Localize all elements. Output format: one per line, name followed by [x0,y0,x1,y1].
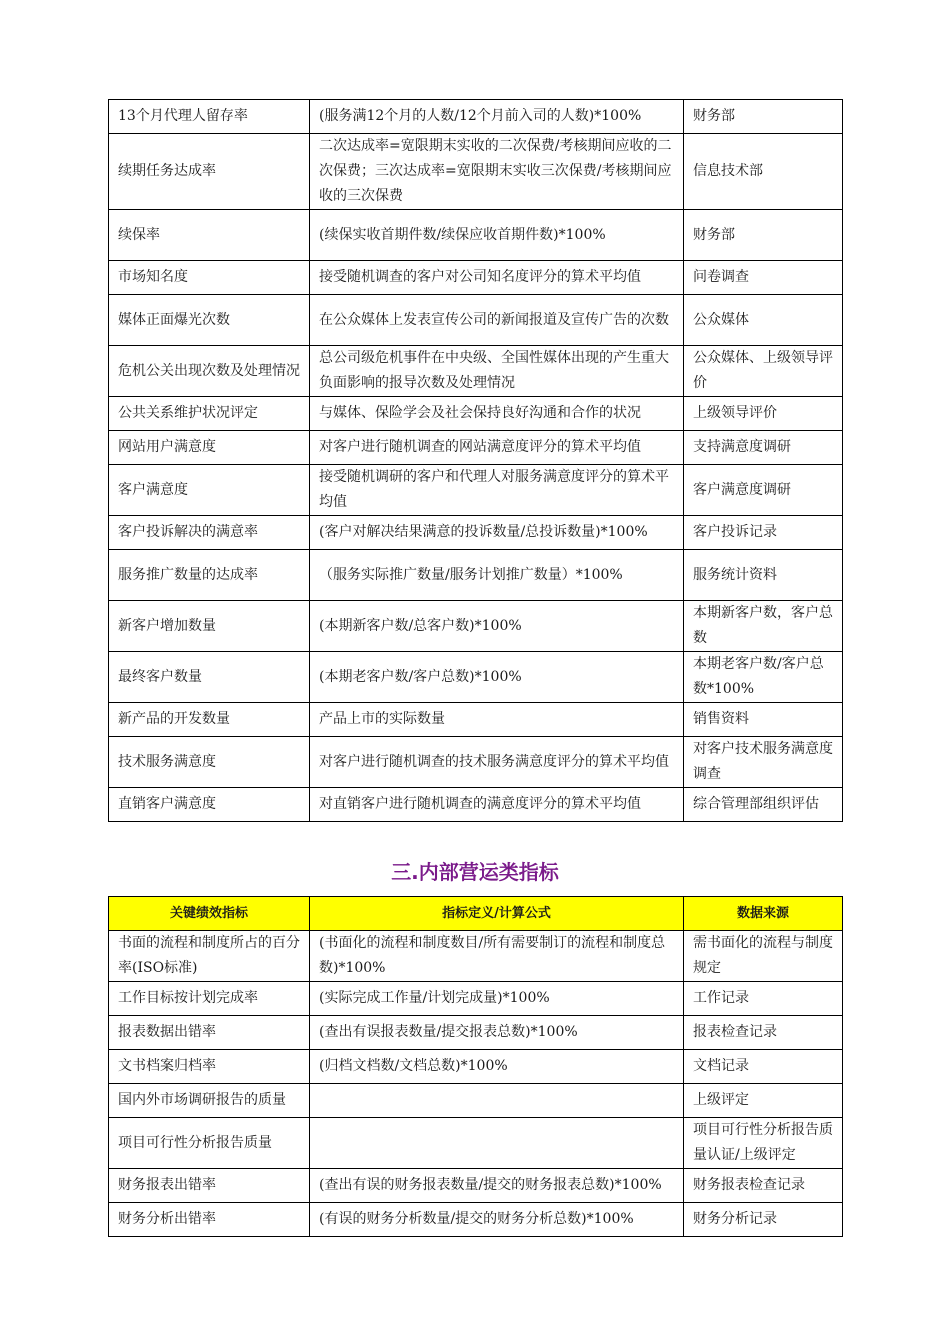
table-row [109,1050,843,1084]
section-title: 三.内部营运类指标 [391,860,559,884]
formula-cell: 对直销客户进行随机调查的满意度评分的算术平均值 [310,788,684,822]
formula-cell: (查出有误的财务报表数量/提交的财务报表总数)*100% [310,1169,684,1203]
source-cell: 问卷调查 [684,261,843,295]
formula-cell: 产品上市的实际数量 [310,703,684,737]
table-row [109,931,843,982]
source-cell: 信息技术部 [684,134,843,210]
kpi-cell: 危机公关出现次数及处理情况 [109,346,310,397]
source-cell: 文档记录 [684,1050,843,1084]
kpi-table-continued [108,99,843,822]
kpi-table-body [109,931,843,1237]
kpi-cell: 工作目标按计划完成率 [109,982,310,1016]
source-cell: 工作记录 [684,982,843,1016]
table-row [109,1203,843,1237]
table-row [109,516,843,550]
source-cell: 公众媒体 [684,295,843,346]
kpi-cell: 网站用户满意度 [109,431,310,465]
formula-cell [310,1118,684,1169]
kpi-cell: 新客户增加数量 [109,601,310,652]
table-row [109,134,843,210]
formula-cell: 接受随机调研的客户和代理人对服务满意度评分的算术平均值 [310,465,684,516]
source-cell: 上级评定 [684,1084,843,1118]
formula-cell: 与媒体、保险学会及社会保持良好沟通和合作的状况 [310,397,684,431]
table-row [109,431,843,465]
formula-cell: (服务满12个月的人数/12个月前入司的人数)*100% [310,100,684,134]
table-row [109,703,843,737]
formula-cell: (本期老客户数/客户总数)*100% [310,652,684,703]
formula-cell: (查出有误报表数量/提交报表总数)*100% [310,1016,684,1050]
table-row [109,601,843,652]
kpi-cell: 媒体正面爆光次数 [109,295,310,346]
table-row [109,550,843,601]
source-cell: 客户投诉记录 [684,516,843,550]
source-cell: 对客户技术服务满意度调查 [684,737,843,788]
source-cell: 销售资料 [684,703,843,737]
source-cell: 本期老客户数/客户总数*100% [684,652,843,703]
kpi-cell: 服务推广数量的达成率 [109,550,310,601]
formula-cell: (书面化的流程和制度数目/所有需要制订的流程和制度总数)*100% [310,931,684,982]
kpi-cell: 书面的流程和制度所占的百分率(ISO标准) [109,931,310,982]
source-cell: 综合管理部组织评估 [684,788,843,822]
kpi-cell: 客户投诉解决的满意率 [109,516,310,550]
kpi-cell: 报表数据出错率 [109,1016,310,1050]
formula-cell: 二次达成率=宽限期末实收的二次保费/考核期间应收的二次保费；三次达成率=宽限期末实收三次保费/考核期间应收的三次保费 [310,134,684,210]
formula-cell: 总公司级危机事件在中央级、全国性媒体出现的产生重大负面影响的报导次数及处理情况 [310,346,684,397]
formula-cell: （服务实际推广数量/服务计划推广数量）*100% [310,550,684,601]
source-cell: 财务报表检查记录 [684,1169,843,1203]
formula-cell: (归档文档数/文档总数)*100% [310,1050,684,1084]
source-cell: 服务统计资料 [684,550,843,601]
formula-cell [310,1084,684,1118]
kpi-cell: 最终客户数量 [109,652,310,703]
source-cell: 公众媒体、上级领导评价 [684,346,843,397]
table-row [109,652,843,703]
table-row [109,100,843,134]
internal-operations-kpi-table [108,896,843,1237]
header-row [109,897,843,931]
table-row [109,1169,843,1203]
formula-cell: 在公众媒体上发表宣传公司的新闻报道及宣传广告的次数 [310,295,684,346]
header-formula: 指标定义/计算公式 [310,897,684,931]
formula-cell: (实际完成工作量/计划完成量)*100% [310,982,684,1016]
formula-cell: 接受随机调查的客户对公司知名度评分的算术平均值 [310,261,684,295]
formula-cell: (续保实收首期件数/续保应收首期件数)*100% [310,210,684,261]
kpi-cell: 市场知名度 [109,261,310,295]
kpi-cell: 新产品的开发数量 [109,703,310,737]
table-row [109,1016,843,1050]
source-cell: 本期新客户数，客户总数 [684,601,843,652]
source-cell: 项目可行性分析报告质量认证/上级评定 [684,1118,843,1169]
header-kpi: 关键绩效指标 [109,897,310,931]
source-cell: 财务分析记录 [684,1203,843,1237]
source-cell: 财务部 [684,100,843,134]
table-row [109,261,843,295]
table-row [109,295,843,346]
table-row [109,1084,843,1118]
source-cell: 上级领导评价 [684,397,843,431]
table-row [109,465,843,516]
formula-cell: 对客户进行随机调查的网站满意度评分的算术平均值 [310,431,684,465]
table-row [109,1118,843,1169]
source-cell: 报表检查记录 [684,1016,843,1050]
table-row [109,737,843,788]
table-row [109,982,843,1016]
table-row [109,788,843,822]
source-cell: 客户满意度调研 [684,465,843,516]
kpi-cell: 财务分析出错率 [109,1203,310,1237]
kpi-cell: 续期任务达成率 [109,134,310,210]
table-header [109,897,843,931]
formula-cell: 对客户进行随机调查的技术服务满意度评分的算术平均值 [310,737,684,788]
kpi-cell: 财务报表出错率 [109,1169,310,1203]
kpi-cell: 续保率 [109,210,310,261]
kpi-table-body [109,100,843,822]
kpi-cell: 客户满意度 [109,465,310,516]
header-source: 数据来源 [684,897,843,931]
formula-cell: (客户对解决结果满意的投诉数量/总投诉数量)*100% [310,516,684,550]
kpi-cell: 直销客户满意度 [109,788,310,822]
source-cell: 支持满意度调研 [684,431,843,465]
table-row [109,397,843,431]
table-row [109,210,843,261]
source-cell: 需书面化的流程与制度规定 [684,931,843,982]
kpi-cell: 文书档案归档率 [109,1050,310,1084]
source-cell: 财务部 [684,210,843,261]
kpi-cell: 技术服务满意度 [109,737,310,788]
kpi-cell: 公共关系维护状况评定 [109,397,310,431]
table-row [109,346,843,397]
kpi-cell: 13个月代理人留存率 [109,100,310,134]
kpi-cell: 项目可行性分析报告质量 [109,1118,310,1169]
formula-cell: (本期新客户数/总客户数)*100% [310,601,684,652]
kpi-cell: 国内外市场调研报告的质量 [109,1084,310,1118]
formula-cell: (有误的财务分析数量/提交的财务分析总数)*100% [310,1203,684,1237]
